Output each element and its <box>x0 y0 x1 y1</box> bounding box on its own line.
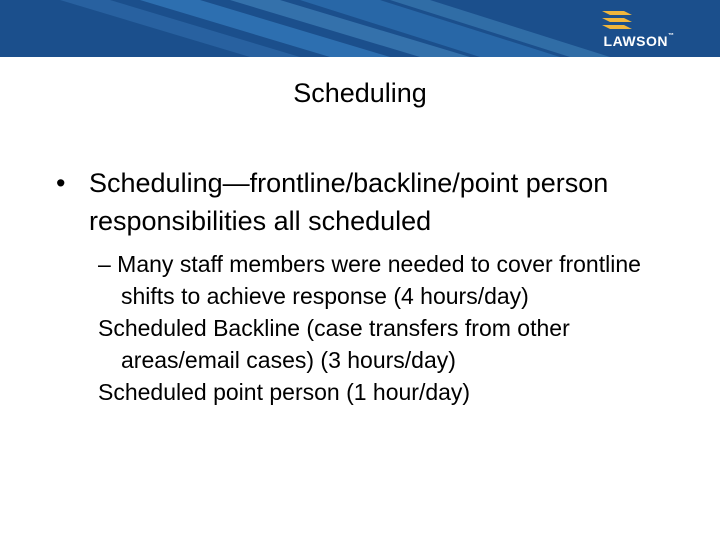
sub-bullet-point-person: Scheduled point person (1 hour/day) <box>98 379 471 405</box>
logo-text: LAWSON™ <box>603 33 675 49</box>
bullet-marker: • <box>56 168 66 198</box>
sub-bullet-backline: Scheduled Backline (case transfers from other areas/email cases) (3 hours/day) <box>98 315 570 373</box>
bullet-text: Scheduling—frontline/backline/point person responsibilities all scheduled <box>89 168 609 236</box>
slide-title: Scheduling <box>293 78 427 108</box>
slide-content <box>56 164 686 408</box>
sub-bullet-frontline: – Many staff members were needed to cover frontline shifts to achieve response (4 hours/day) <box>98 251 641 309</box>
header-band <box>0 0 720 57</box>
bullet-item <box>56 164 686 240</box>
lawson-logo <box>594 8 684 50</box>
logo-mark-icon <box>594 8 640 32</box>
